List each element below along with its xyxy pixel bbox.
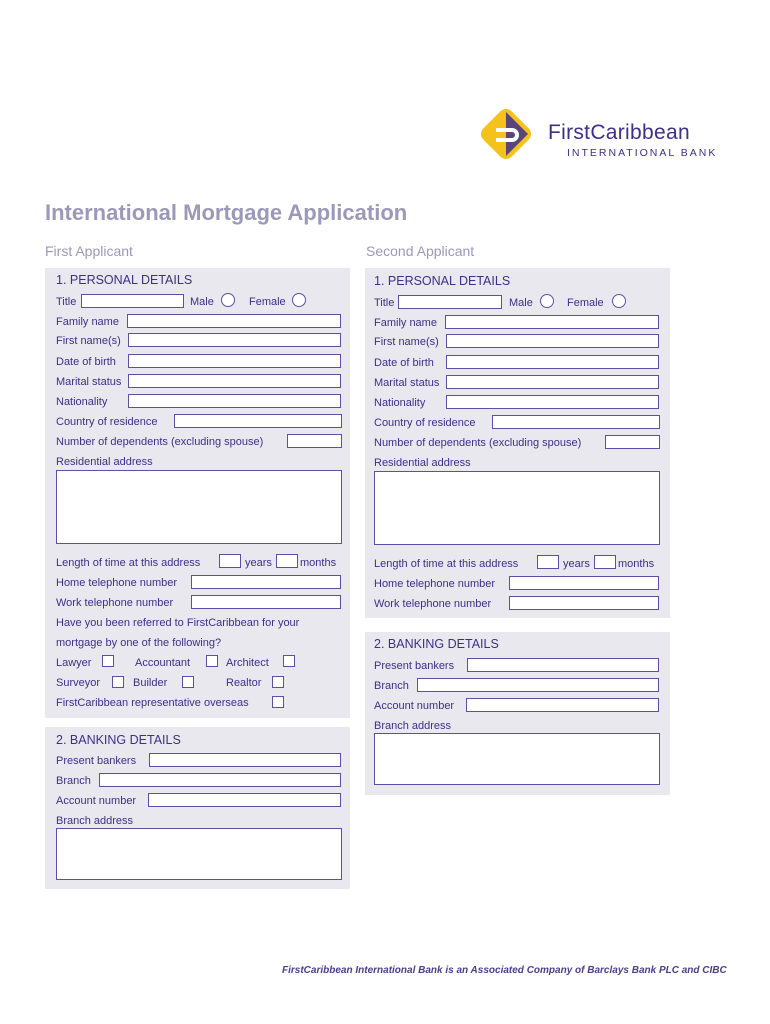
- builder-label: Builder: [133, 677, 168, 689]
- representative-label: FirstCaribbean representative overseas: [56, 697, 249, 709]
- branch-input-2[interactable]: [417, 678, 659, 692]
- female-radio[interactable]: [292, 293, 306, 307]
- country-input-2[interactable]: [492, 415, 660, 429]
- first-names-input-2[interactable]: [446, 334, 659, 348]
- home-tel-input[interactable]: [191, 575, 341, 589]
- male-label-2: Male: [509, 297, 533, 309]
- address-label: Residential address: [56, 456, 153, 468]
- male-label: Male: [190, 296, 214, 308]
- address-textarea[interactable]: [56, 470, 342, 544]
- first-personal-heading: 1. PERSONAL DETAILS: [56, 273, 193, 287]
- dob-input-2[interactable]: [446, 355, 659, 369]
- female-radio-2[interactable]: [612, 294, 626, 308]
- branch-address-textarea-2[interactable]: [374, 733, 660, 785]
- accountant-label: Accountant: [135, 657, 191, 669]
- first-names-label: First name(s): [56, 335, 121, 347]
- account-number-label: Account number: [56, 795, 137, 807]
- first-banking-heading: 2. BANKING DETAILS: [56, 733, 181, 747]
- nationality-label: Nationality: [56, 396, 108, 408]
- nationality-label-2: Nationality: [374, 397, 426, 409]
- dob-label: Date of birth: [56, 356, 116, 368]
- years-label: years: [245, 557, 272, 569]
- home-tel-input-2[interactable]: [509, 576, 659, 590]
- months-input-2[interactable]: [594, 555, 616, 569]
- address-textarea-2[interactable]: [374, 471, 660, 545]
- present-bankers-input-2[interactable]: [467, 658, 659, 672]
- first-applicant-heading: First Applicant: [45, 243, 133, 259]
- surveyor-label: Surveyor: [56, 677, 101, 689]
- family-name-input-2[interactable]: [445, 315, 659, 329]
- years-input-2[interactable]: [537, 555, 559, 569]
- home-tel-label-2: Home telephone number: [374, 578, 496, 590]
- work-tel-label: Work telephone number: [56, 597, 174, 609]
- account-number-input[interactable]: [148, 793, 341, 807]
- years-label-2: years: [563, 558, 590, 570]
- referred-question-line1: Have you been referred to FirstCaribbean for your: [56, 617, 300, 629]
- male-radio[interactable]: [221, 293, 235, 307]
- second-applicant-heading: Second Applicant: [366, 243, 475, 259]
- footer-note: FirstCaribbean International Bank is an Associated Company of Barclays Bank PLC and CIBC: [282, 965, 727, 976]
- architect-checkbox[interactable]: [283, 655, 295, 667]
- length-label-2: Length of time at this address: [374, 558, 519, 570]
- builder-checkbox[interactable]: [182, 676, 194, 688]
- lawyer-checkbox[interactable]: [102, 655, 114, 667]
- account-number-input-2[interactable]: [466, 698, 659, 712]
- family-name-label: Family name: [56, 316, 119, 328]
- title-input-2[interactable]: [398, 295, 502, 309]
- logo-name: FirstCaribbean: [548, 121, 690, 144]
- dependents-label-2: Number of dependents (excluding spouse): [374, 437, 582, 449]
- branch-address-textarea[interactable]: [56, 828, 342, 880]
- marital-status-input-2[interactable]: [446, 375, 659, 389]
- present-bankers-input[interactable]: [149, 753, 341, 767]
- branch-address-label-2: Branch address: [374, 720, 452, 732]
- account-number-label-2: Account number: [374, 700, 455, 712]
- title-label: Title: [56, 296, 77, 308]
- marital-status-label: Marital status: [56, 376, 122, 388]
- male-radio-2[interactable]: [540, 294, 554, 308]
- first-names-label-2: First name(s): [374, 336, 439, 348]
- firstcaribbean-logo-icon: [478, 106, 534, 162]
- work-tel-label-2: Work telephone number: [374, 598, 492, 610]
- branch-address-label: Branch address: [56, 815, 134, 827]
- first-names-input[interactable]: [128, 333, 341, 347]
- title-label-2: Title: [374, 297, 395, 309]
- dependents-input-2[interactable]: [605, 435, 660, 449]
- accountant-checkbox[interactable]: [206, 655, 218, 667]
- country-input[interactable]: [174, 414, 342, 428]
- referred-question-line2: mortgage by one of the following?: [56, 637, 222, 649]
- representative-checkbox[interactable]: [272, 696, 284, 708]
- home-tel-label: Home telephone number: [56, 577, 178, 589]
- dependents-input[interactable]: [287, 434, 342, 448]
- nationality-input[interactable]: [128, 394, 341, 408]
- present-bankers-label: Present bankers: [56, 755, 137, 767]
- present-bankers-label-2: Present bankers: [374, 660, 455, 672]
- country-label: Country of residence: [56, 416, 158, 428]
- realtor-checkbox[interactable]: [272, 676, 284, 688]
- dob-input[interactable]: [128, 354, 341, 368]
- months-label-2: months: [618, 558, 655, 570]
- lawyer-label: Lawyer: [56, 657, 92, 669]
- architect-label: Architect: [226, 657, 269, 669]
- surveyor-checkbox[interactable]: [112, 676, 124, 688]
- dependents-label: Number of dependents (excluding spouse): [56, 436, 264, 448]
- page-title: International Mortgage Application: [45, 200, 408, 225]
- second-personal-heading: 1. PERSONAL DETAILS: [374, 274, 511, 288]
- realtor-label: Realtor: [226, 677, 262, 689]
- family-name-input[interactable]: [127, 314, 341, 328]
- female-label: Female: [249, 296, 286, 308]
- dob-label-2: Date of birth: [374, 357, 434, 369]
- work-tel-input[interactable]: [191, 595, 341, 609]
- nationality-input-2[interactable]: [446, 395, 659, 409]
- address-label-2: Residential address: [374, 457, 471, 469]
- length-label: Length of time at this address: [56, 557, 201, 569]
- title-input[interactable]: [81, 294, 184, 308]
- branch-label: Branch: [56, 775, 91, 787]
- work-tel-input-2[interactable]: [509, 596, 659, 610]
- months-label: months: [300, 557, 337, 569]
- years-input[interactable]: [219, 554, 241, 568]
- family-name-label-2: Family name: [374, 317, 437, 329]
- logo-subname: INTERNATIONAL BANK: [567, 147, 718, 159]
- country-label-2: Country of residence: [374, 417, 476, 429]
- branch-label-2: Branch: [374, 680, 409, 692]
- months-input[interactable]: [276, 554, 298, 568]
- branch-input[interactable]: [99, 773, 341, 787]
- marital-status-label-2: Marital status: [374, 377, 440, 389]
- marital-status-input[interactable]: [128, 374, 341, 388]
- female-label-2: Female: [567, 297, 604, 309]
- second-banking-heading: 2. BANKING DETAILS: [374, 637, 499, 651]
